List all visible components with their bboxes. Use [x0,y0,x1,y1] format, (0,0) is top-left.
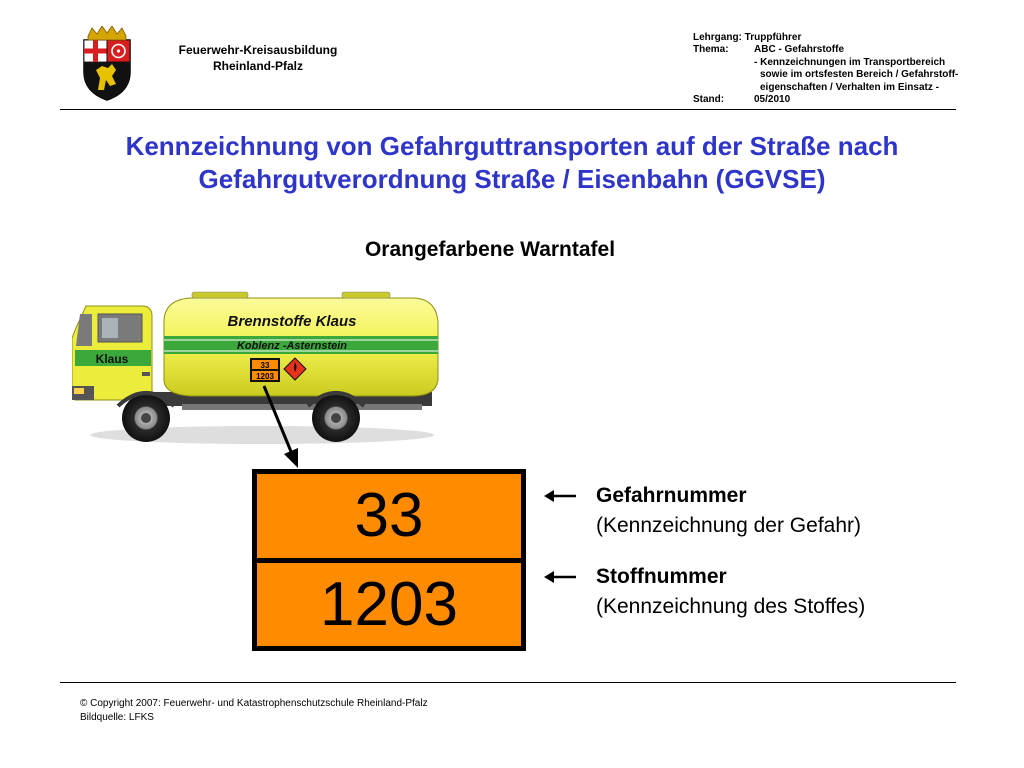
substance-number-label [596,562,865,622]
title-line-2: Gefahrgutverordnung Straße / Eisenbahn (GGVSE) [198,164,826,194]
tank-company-text: Brennstoffe Klaus [227,313,357,330]
cab-label: Klaus [95,352,129,366]
tanker-truck-illustration [72,288,440,448]
hazard-number-name: Gefahrnummer [596,484,747,507]
course-value: Truppführer [744,32,802,43]
header-divider [60,109,956,110]
topic-detail-2: sowie im ortsfesten Bereich / Gefahrstoff- [760,69,959,81]
left-arrow-icon [544,489,576,501]
hazard-number: 33 [257,474,521,558]
substance-number-name: Stoffnummer [596,565,727,588]
footer [80,697,428,724]
rheinland-pfalz-coat-of-arms [74,26,140,102]
topic-value: ABC - Gefahrstoffe [754,44,845,56]
topic-label: Thema: [693,44,729,56]
course-label: Lehrgang: [693,32,742,43]
status-value: 05/2010 [754,94,791,106]
status-label: Stand: [693,94,725,106]
topic-detail-1: - Kennzeichnungen im Transportbereich [754,56,946,68]
pointer-arrow-icon [260,384,300,468]
section-subtitle: Orangefarbene Warntafel [364,238,616,261]
organization-line-1: Feuerwehr-Kreisausbildung [178,43,338,57]
image-source-text: Bildquelle: LFKS [80,711,154,723]
truck-plate-top: 33 [260,361,270,370]
tank-location-text: Koblenz -Asternstein [236,340,348,352]
left-arrow-icon [544,570,576,582]
organization-line-2: Rheinland-Pfalz [212,59,303,73]
hazard-number-description: (Kennzeichnung der Gefahr) [596,514,861,537]
copyright-text: © Copyright 2007: Feuerwehr- und Katastrophenschutzschule Rheinland-Pfalz [80,698,428,709]
truck-plate-bottom: 1203 [256,372,274,381]
substance-number-description: (Kennzeichnung des Stoffes) [596,595,866,618]
hazard-number-label [596,481,861,541]
footer-divider [60,682,956,683]
topic-detail-3: eigenschaften / Verhalten im Einsatz - [760,81,939,93]
page-title [40,130,984,196]
orange-warning-plate [252,469,526,651]
substance-number: 1203 [257,563,521,646]
title-line-1: Kennzeichnung von Gefahrguttransporten auf der Straße nach [125,131,899,161]
course-meta [693,32,958,106]
organization-name [150,42,366,74]
